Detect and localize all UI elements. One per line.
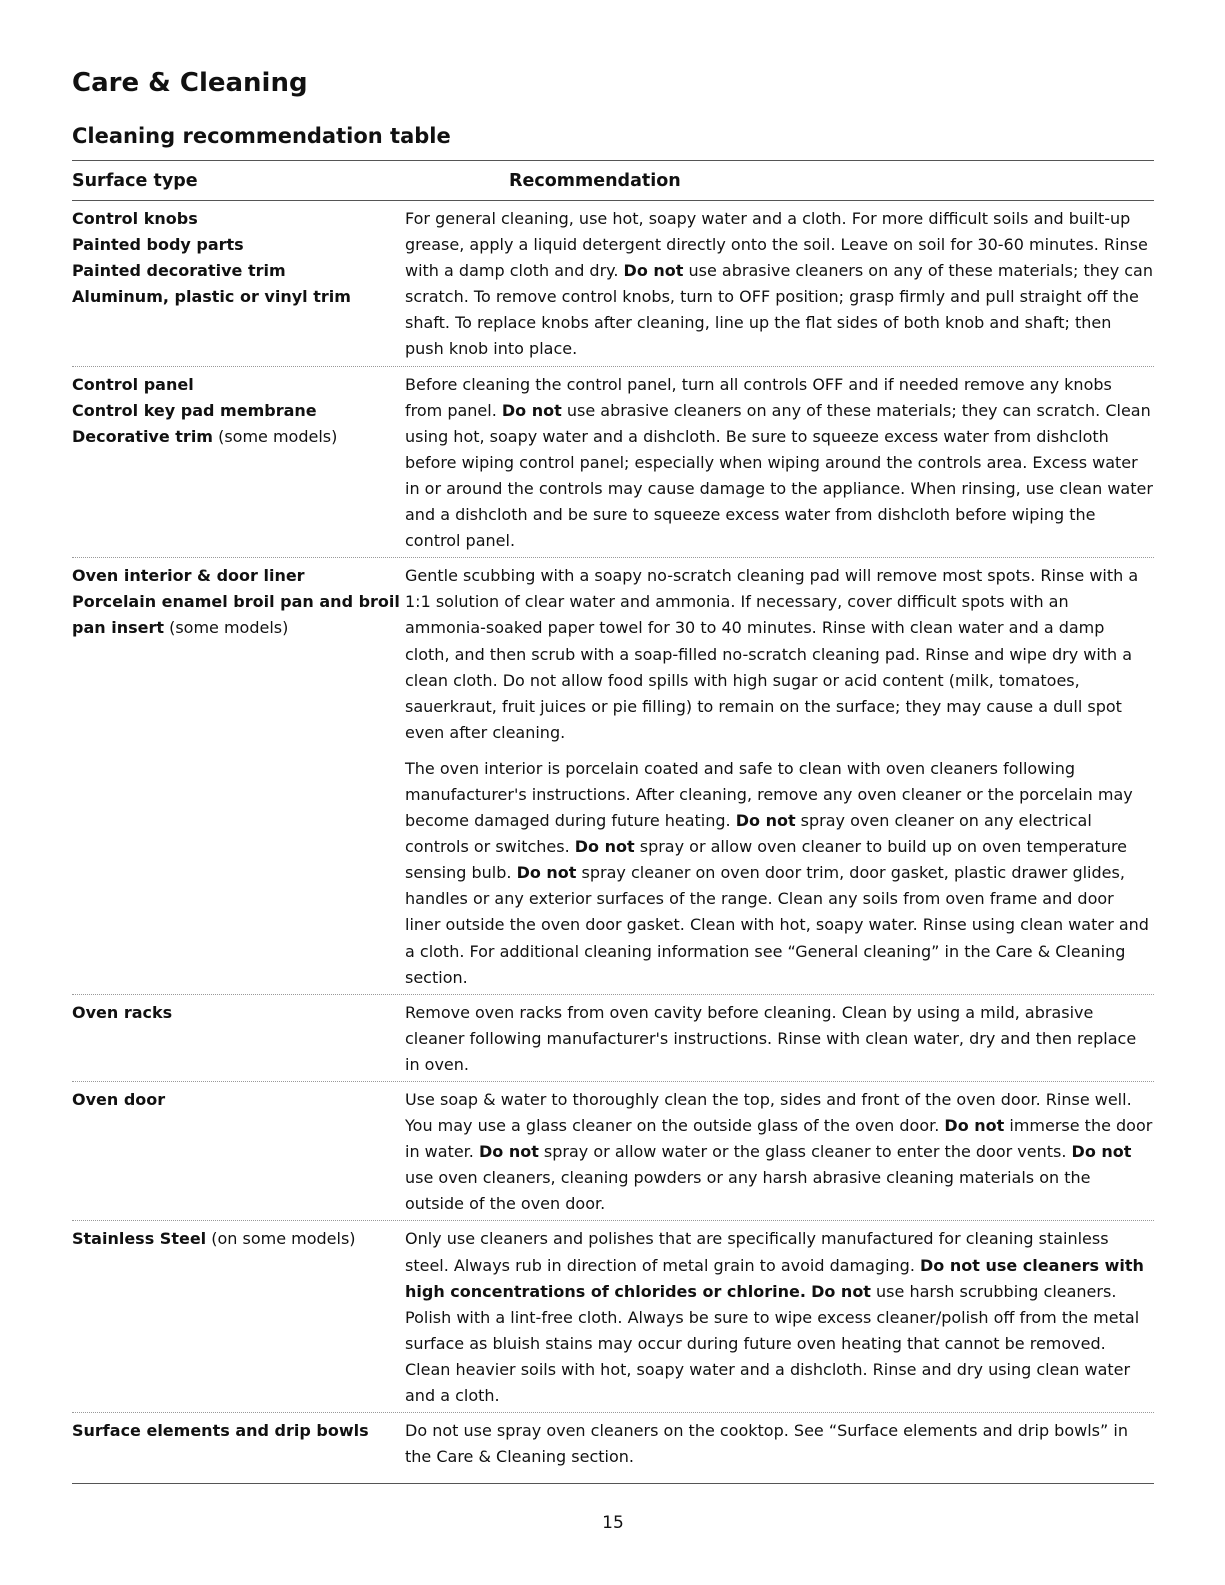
surface-name: Surface elements and drip bowls (72, 1421, 369, 1441)
surface-name: Control knobs (72, 209, 198, 228)
surface-item (72, 589, 405, 641)
surface-item (72, 1418, 405, 1444)
table-row (72, 1418, 1154, 1473)
body-text: use abrasive cleaners on any of these materials; they can scratch. To remove control knobs, turn to OFF position; grasp firmly and pull straight off the shaft. To replace knobs after cleaning, line up the flat sides of both knob and shaft; then push knob into place. (405, 261, 1153, 359)
recommendation-cell (405, 206, 1154, 363)
recommendation-cell (405, 1418, 1154, 1470)
emphasis-text: Do not (735, 811, 796, 831)
recommendation-cell (405, 563, 1154, 991)
emphasis-text: Do not (478, 1142, 539, 1162)
surface-note: (some models) (212, 426, 338, 446)
table-bottom-rule (72, 1483, 1154, 1484)
recommendation-paragraph (405, 1226, 1154, 1409)
emphasis-text: Do not (944, 1116, 1005, 1136)
surface-type-header: Surface type (72, 171, 198, 191)
surface-item (72, 258, 405, 284)
body-text: spray oven cleaner on any electrical controls or switches. (405, 811, 1092, 857)
body-text: use abrasive cleaners on any of these materials; they can scratch. Clean using hot, soapy water and a dishcloth. Be sure to squeeze excess water from dishcloth before wiping control panel; especially when wiping around the controls area. Excess water in or around the controls may cause damage to the appliance. When rinsing, use clean water and a dishcloth and be sure to squeeze excess water from dishcloth before wiping the control panel. (405, 400, 1153, 551)
recommendation-paragraph (405, 372, 1154, 555)
surface-type-cell (72, 563, 405, 991)
body-text: Gentle scubbing with a soapy no-scratch cleaning pad will remove most spots. Rinse with a 1:1 solution of clear water and ammonia. If necessary, cover difficult spots with an ammonia-soaked paper towel for 30 to 40 minutes. Rinse with clean water and a damp cloth, and then scrub with a soap-filled no-scratch cleaning pad. Rinse and wipe dry with a clean cloth. Do not allow food spills with high sugar or acid content (milk, tomatoes, sauerkraut, fruit juices or pie filling) to remain on the surface; they may cause a dull spot even after cleaning. (405, 566, 1139, 742)
recommendation-paragraph (405, 1000, 1154, 1078)
body-text: The oven interior is porcelain coated and safe to clean with oven cleaners following manufacturer's instructions. After cleaning, remove any oven cleaner or the porcelain may become damaged during future heating. (405, 758, 1133, 831)
recommendation-paragraph (405, 756, 1154, 991)
recommendation-header: Recommendation (509, 171, 681, 191)
body-text: spray or allow oven cleaner to build up on oven temperature sensing bulb. (405, 837, 1128, 883)
surface-name: Control key pad membrane (72, 400, 317, 420)
emphasis-text: Do not use cleaners with high concentrations of chlorides or chlorine. (405, 1255, 1144, 1301)
surface-note: (some models) (164, 618, 289, 638)
surface-type-cell (72, 372, 405, 555)
surface-item (72, 1000, 405, 1026)
surface-item (72, 563, 405, 589)
body-text: spray cleaner on oven door trim, door gasket, plastic drawer glides, handles or any exterior surfaces of the range. Clean any soils from oven frame and door liner outside the oven door gasket. Clean with hot, soapy water. Rinse using clean water and a cloth. For additional cleaning information see “General cleaning” in the Care & Cleaning section. (405, 863, 1149, 987)
surface-item (72, 424, 405, 450)
surface-note: (on some models) (206, 1229, 356, 1249)
recommendation-paragraph (405, 1087, 1154, 1217)
body-text: Remove oven racks from oven cavity before cleaning. Clean by using a mild, abrasive cleaner following manufacturer's instructions. Rinse with clean water, dry and then replace in oven. (405, 1002, 1137, 1074)
page-number: 15 (602, 1513, 624, 1533)
emphasis-text: Do not (1071, 1142, 1132, 1162)
table-row (72, 206, 1154, 367)
recommendation-cell (405, 372, 1154, 555)
table-row (72, 1000, 1154, 1082)
recommendation-cell (405, 1000, 1154, 1078)
body-text: For general cleaning, use hot, soapy water and a cloth. For more difficult soils and built-up grease, apply a liquid detergent directly onto the soil. Leave on soil for 30-60 minutes. Rinse with a damp cloth and dry. (405, 209, 1148, 281)
surface-name: Oven door (72, 1090, 166, 1109)
emphasis-text: Do not (574, 837, 635, 857)
body-text: immerse the door in water. (405, 1116, 1153, 1162)
surface-item (72, 372, 405, 398)
surface-type-cell (72, 1087, 405, 1217)
recommendation-paragraph (405, 563, 1154, 746)
surface-name: Stainless Steel (72, 1229, 207, 1249)
body-text: Before cleaning the control panel, turn all controls OFF and if needed remove any knobs from panel. (405, 374, 1112, 420)
surface-type-cell (72, 1418, 405, 1470)
table-title: Cleaning recommendation table (72, 124, 451, 148)
table-row (72, 372, 1154, 559)
emphasis-text: Do not (501, 400, 562, 420)
surface-item (72, 232, 405, 258)
body-text: use oven cleaners, cleaning powders or any harsh abrasive cleaning materials on the outside of the oven door. (405, 1168, 1091, 1214)
recommendation-paragraph (405, 1418, 1154, 1470)
surface-item (72, 398, 405, 424)
emphasis-text: Do not (623, 261, 684, 281)
surface-name: Decorative trim (72, 426, 213, 446)
table-row (72, 563, 1154, 995)
cleaning-table (72, 206, 1154, 1478)
surface-type-cell (72, 206, 405, 363)
surface-name: Porcelain enamel broil pan and broil pan insert (72, 592, 400, 638)
body-text: use harsh scrubbing cleaners. Polish with a lint-free cloth. Always be sure to wipe excess cleaner/polish off from the metal surface as bluish stains may occur during future oven heating that cannot be removed. Clean heavier soils with hot, soapy water and a dishcloth. Rinse and dry using clean water and a cloth. (405, 1281, 1140, 1406)
surface-item (72, 1226, 405, 1252)
emphasis-text: Do not (811, 1281, 871, 1301)
recommendation-cell (405, 1226, 1154, 1409)
surface-item (72, 1087, 405, 1113)
surface-type-cell (72, 1226, 405, 1409)
recommendation-paragraph (405, 206, 1154, 363)
header-top-rule (72, 160, 1154, 161)
body-text: Do not use spray oven cleaners on the cooktop. See “Surface elements and drip bowls” in the Care & Cleaning section. (405, 1421, 1128, 1467)
surface-name: Oven interior & door liner (72, 566, 305, 586)
surface-name: Oven racks (72, 1002, 173, 1022)
surface-name: Control panel (72, 374, 194, 394)
surface-item (72, 206, 405, 232)
surface-name: Painted body parts (72, 235, 244, 255)
recommendation-cell (405, 1087, 1154, 1217)
body-text: spray or allow water or the glass cleaner to enter the door vents. (538, 1142, 1072, 1162)
surface-item (72, 284, 405, 310)
surface-name: Aluminum, plastic or vinyl trim (72, 287, 351, 307)
body-text: Use soap & water to thoroughly clean the top, sides and front of the oven door. Rinse well. You may use a glass cleaner on the outside glass of the oven door. (405, 1090, 1132, 1136)
header-bottom-rule (72, 200, 1154, 201)
emphasis-text: Do not (516, 863, 577, 883)
surface-type-cell (72, 1000, 405, 1078)
surface-name: Painted decorative trim (72, 261, 286, 281)
table-row (72, 1226, 1154, 1413)
body-text: Only use cleaners and polishes that are specifically manufactured for cleaning stainless steel. Always rub in direction of metal grain to avoid damaging. (405, 1229, 1109, 1275)
table-row (72, 1087, 1154, 1221)
section-title: Care & Cleaning (72, 68, 308, 98)
